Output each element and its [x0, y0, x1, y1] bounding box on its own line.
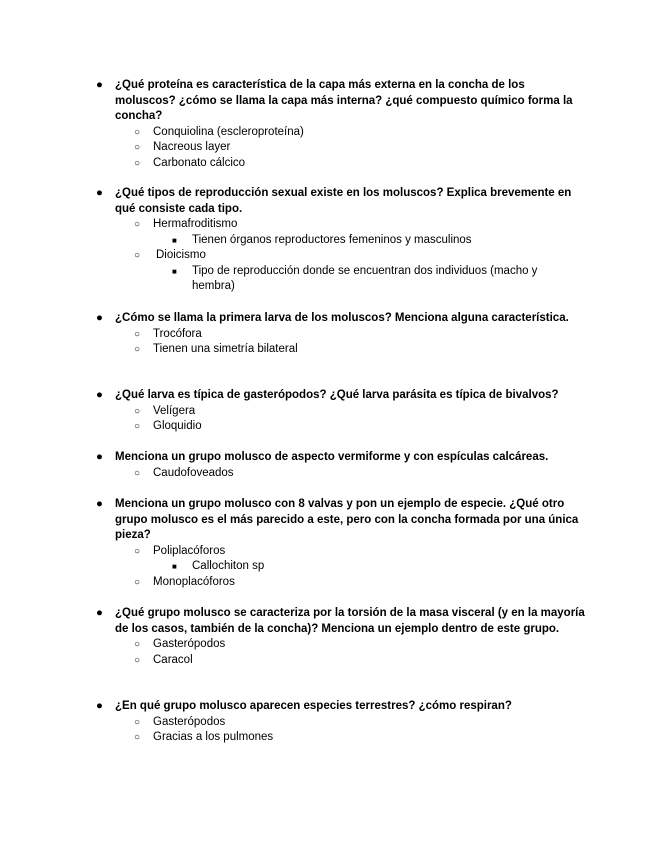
sub-answer-text: Tipo de reproducción donde se encuentran dos individuos (macho y hembra): [192, 264, 538, 292]
question-8: [96, 699, 586, 715]
answer-item: [96, 575, 586, 591]
bullet-square: ■: [172, 266, 177, 276]
question-text: ¿Qué larva es típica de gasterópodos? ¿Qué larva parásita es típica de bivalvos?: [115, 389, 559, 401]
question-text: ¿En qué grupo molusco aparecen especies terrestres? ¿cómo respiran?: [115, 700, 512, 712]
answer-item: [96, 730, 586, 746]
answer-text: Carbonato cálcico: [153, 156, 246, 169]
answer-item: [96, 217, 586, 233]
question-6: [96, 497, 586, 544]
answer-text: Gasterópodos: [153, 715, 226, 728]
question-7: [96, 606, 586, 637]
question-block-6: [96, 497, 586, 590]
bullet-disc: ●: [96, 389, 103, 401]
answer-item: [96, 404, 586, 420]
bullet-circle: ○: [134, 716, 141, 728]
bullet-circle: ○: [134, 545, 141, 557]
answer-item: [96, 140, 586, 156]
answer-text: Tienen una simetría bilateral: [153, 343, 298, 355]
answer-text: Conquiolina (escleroproteína): [153, 125, 304, 138]
answer-text: Gloquidio: [153, 420, 202, 432]
sub-answer-item: [96, 264, 552, 295]
question-text: Menciona un grupo molusco con 8 valvas y pon un ejemplo de especie. ¿Qué otro grupo molusco es el más parecido a este, pero con la concha formada por una única pieza?: [115, 498, 579, 541]
answer-item: [96, 466, 586, 482]
answer-text: Velígera: [153, 404, 196, 417]
question-4: [96, 388, 586, 404]
bullet-circle: ○: [134, 639, 141, 650]
answer-item: [96, 544, 586, 560]
answer-item: [96, 653, 586, 669]
answer-item: [96, 248, 586, 264]
answer-text: Trocófora: [153, 327, 202, 340]
question-block-4: [96, 388, 586, 435]
sub-answer-item: [96, 559, 586, 575]
question-1: [96, 78, 586, 125]
answer-item: [96, 125, 586, 141]
bullet-circle: ○: [134, 654, 141, 666]
question-block-2: [96, 186, 586, 295]
answer-item: [96, 342, 586, 358]
bullet-disc: ●: [96, 187, 103, 199]
answer-item: [96, 715, 586, 731]
answer-text: Dioicismo: [156, 249, 206, 261]
bullet-circle: ○: [134, 467, 141, 479]
bullet-circle: ○: [134, 421, 141, 432]
bullet-square: ■: [172, 562, 177, 571]
question-block-7: [96, 606, 586, 668]
bullet-disc: ●: [96, 79, 103, 91]
answer-text: Poliplacóforos: [153, 544, 226, 557]
question-text: ¿Qué grupo molusco se caracteriza por la torsión de la masa visceral (y en la mayoría de los casos, también de la concha)? Menciona un ejemplo dentro de este grupo.: [115, 607, 585, 635]
answer-text: Gasterópodos: [153, 638, 226, 650]
bullet-circle: ○: [134, 142, 141, 153]
bullet-circle: ○: [134, 405, 141, 417]
answer-item: [96, 327, 586, 343]
answer-text: Gracias a los pulmones: [153, 731, 274, 743]
answer-text: Hermafroditismo: [153, 218, 238, 230]
question-text: Menciona un grupo molusco de aspecto vermiforme y con espículas calcáreas.: [115, 451, 549, 463]
bullet-disc: ●: [96, 607, 103, 619]
question-3: [96, 311, 586, 327]
bullet-circle: ○: [134, 344, 141, 355]
question-text: ¿Cómo se llama la primera larva de los moluscos? Menciona alguna característica.: [115, 312, 569, 324]
bullet-disc: ●: [96, 451, 103, 463]
bullet-circle: ○: [134, 219, 141, 230]
sub-answer-text: Tienen órganos reproductores femeninos y masculinos: [192, 233, 472, 246]
question-2: [96, 186, 586, 217]
bullet-disc: ●: [96, 700, 103, 712]
bullet-disc: ●: [96, 312, 103, 324]
bullet-circle: ○: [134, 250, 141, 261]
sub-answer-item: [96, 233, 586, 249]
bullet-circle: ○: [134, 328, 141, 340]
bullet-circle: ○: [134, 576, 141, 588]
question-block-1: [96, 78, 586, 171]
bullet-disc: ●: [96, 498, 103, 510]
answer-item: [96, 419, 586, 435]
answer-item: [96, 156, 586, 172]
question-block-8: [96, 699, 586, 746]
question-block-3: [96, 311, 586, 358]
bullet-circle: ○: [134, 126, 141, 138]
answer-text: Caracol: [153, 653, 193, 666]
question-5: [96, 450, 586, 466]
sub-answer-text: Callochiton sp: [192, 560, 265, 572]
answer-text: Nacreous layer: [153, 141, 231, 153]
question-text: ¿Qué tipos de reproducción sexual existe en los moluscos? Explica brevemente en qué consiste cada tipo.: [115, 187, 572, 215]
bullet-circle: ○: [134, 732, 141, 743]
answer-text: Caudofoveados: [153, 466, 234, 479]
bullet-circle: ○: [134, 157, 141, 169]
answer-text: Monoplacóforos: [153, 575, 235, 588]
question-text: ¿Qué proteína es característica de la capa más externa en la concha de los moluscos? ¿cómo se llama la capa más interna? ¿qué compuesto químico forma la concha?: [115, 79, 573, 122]
bullet-square: ■: [172, 235, 177, 245]
question-block-5: [96, 450, 586, 481]
answer-item: [96, 637, 586, 653]
